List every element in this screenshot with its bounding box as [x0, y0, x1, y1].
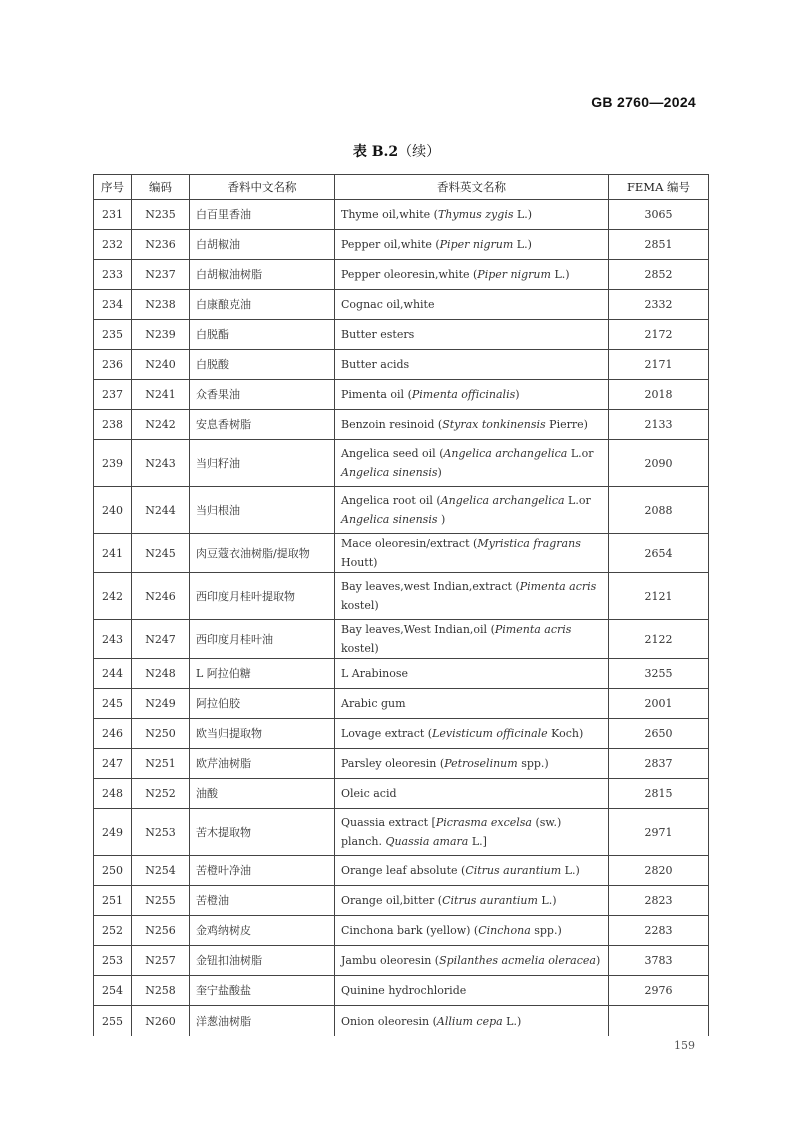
table-row	[94, 380, 709, 410]
cell-chinese-name: 安息香树脂	[190, 410, 335, 440]
cell-code: N255	[132, 886, 190, 916]
cell-fema-number: 2976	[609, 976, 709, 1006]
cell-code: N239	[132, 320, 190, 350]
english-name-text: spp.)	[517, 757, 549, 770]
english-name-text: spp.)	[530, 924, 562, 937]
english-name-text: Quassia extract [	[341, 816, 436, 829]
column-header-english-name: 香料英文名称	[335, 175, 609, 200]
scientific-name: Pimenta acris	[494, 623, 572, 636]
english-name-text: Angelica seed oil (	[341, 447, 444, 460]
scientific-name: Spilanthes acmelia oleracea	[439, 954, 596, 967]
scientific-name: Cinchona	[478, 924, 531, 937]
cell-code: N243	[132, 440, 190, 487]
english-name-text: Bay leaves,West Indian,oil (	[341, 623, 495, 636]
cell-number: 248	[94, 779, 132, 809]
scientific-name: Pimenta officinalis	[411, 388, 516, 401]
cell-number: 245	[94, 689, 132, 719]
cell-english-name	[335, 856, 609, 886]
cell-chinese-name: 西印度月桂叶提取物	[190, 573, 335, 620]
scientific-name: Angelica archangelica	[440, 494, 565, 507]
english-name-text: Pepper oleoresin,white (	[341, 268, 478, 281]
english-name-text: Cinchona bark (yellow) (	[341, 924, 479, 937]
scientific-name: Picrasma excelsa	[435, 816, 532, 829]
cell-fema-number: 2172	[609, 320, 709, 350]
cell-fema-number: 2283	[609, 916, 709, 946]
table-title-continued: （续）	[398, 144, 441, 160]
flavor-table	[93, 174, 709, 1036]
scientific-name: Piper nigrum	[439, 238, 514, 251]
cell-english-name	[335, 719, 609, 749]
scientific-name: Quassia amara	[385, 835, 469, 848]
cell-fema-number: 2088	[609, 487, 709, 534]
cell-number: 236	[94, 350, 132, 380]
table-row	[94, 809, 709, 856]
cell-english-name	[335, 200, 609, 230]
english-name-text: )	[515, 388, 520, 401]
cell-number: 242	[94, 573, 132, 620]
table-row	[94, 290, 709, 320]
cell-english-name	[335, 779, 609, 809]
cell-chinese-name: 欧当归提取物	[190, 719, 335, 749]
english-name-text: L.or	[567, 447, 594, 460]
cell-fema-number: 2851	[609, 230, 709, 260]
cell-code: N244	[132, 487, 190, 534]
cell-english-name	[335, 809, 609, 856]
cell-code: N241	[132, 380, 190, 410]
english-name-text: L.]	[468, 835, 487, 848]
english-name-text: )	[437, 513, 446, 526]
cell-english-name	[335, 410, 609, 440]
table-header-row	[94, 175, 709, 200]
cell-english-name	[335, 380, 609, 410]
table-row	[94, 976, 709, 1006]
cell-english-name	[335, 749, 609, 779]
cell-code: N260	[132, 1006, 190, 1037]
english-name-text: Pimenta oil (	[341, 388, 412, 401]
table-row	[94, 620, 709, 659]
cell-chinese-name: 众香果油	[190, 380, 335, 410]
cell-fema-number: 2171	[609, 350, 709, 380]
cell-number: 246	[94, 719, 132, 749]
cell-fema-number: 2121	[609, 573, 709, 620]
cell-chinese-name: 白百里香油	[190, 200, 335, 230]
english-name-text: Quinine hydrochloride	[341, 984, 467, 997]
cell-chinese-name: 苦橙叶净油	[190, 856, 335, 886]
english-name-text: Butter acids	[341, 358, 410, 371]
cell-fema-number: 2837	[609, 749, 709, 779]
cell-fema-number: 2823	[609, 886, 709, 916]
english-name-text: Koch)	[547, 727, 584, 740]
scientific-name: Levisticum officinale	[432, 727, 548, 740]
cell-code: N248	[132, 659, 190, 689]
cell-chinese-name: 西印度月桂叶油	[190, 620, 335, 659]
cell-code: N256	[132, 916, 190, 946]
standard-code: GB 2760—2024	[591, 94, 696, 110]
english-name-text: Mace oleoresin/extract (	[341, 537, 478, 550]
cell-fema-number: 3783	[609, 946, 709, 976]
cell-code: N238	[132, 290, 190, 320]
cell-english-name	[335, 886, 609, 916]
scientific-name: Petroselinum	[444, 757, 518, 770]
cell-chinese-name: 奎宁盐酸盐	[190, 976, 335, 1006]
table-row	[94, 573, 709, 620]
table-row	[94, 200, 709, 230]
english-name-text: L.)	[513, 208, 533, 221]
english-name-text: L.)	[550, 268, 570, 281]
cell-fema-number: 3065	[609, 200, 709, 230]
english-name-text: Angelica root oil (	[341, 494, 441, 507]
cell-chinese-name: 金鸡纳树皮	[190, 916, 335, 946]
cell-code: N253	[132, 809, 190, 856]
column-header-chinese-name: 香料中文名称	[190, 175, 335, 200]
cell-number: 232	[94, 230, 132, 260]
cell-fema-number: 2001	[609, 689, 709, 719]
cell-english-name	[335, 659, 609, 689]
cell-chinese-name: 白脱酸	[190, 350, 335, 380]
cell-english-name	[335, 320, 609, 350]
cell-chinese-name: 洋葱油树脂	[190, 1006, 335, 1037]
english-name-text: Parsley oleoresin (	[341, 757, 445, 770]
cell-english-name	[335, 487, 609, 534]
table-row	[94, 410, 709, 440]
english-name-text: Houtt)	[341, 556, 378, 569]
cell-english-name	[335, 689, 609, 719]
table-row	[94, 534, 709, 573]
cell-number: 243	[94, 620, 132, 659]
cell-chinese-name: 肉豆蔻衣油树脂/提取物	[190, 534, 335, 573]
cell-fema-number: 2122	[609, 620, 709, 659]
scientific-name: Allium cepa	[436, 1014, 503, 1028]
scientific-name: Thymus zygis	[437, 208, 514, 221]
cell-code: N242	[132, 410, 190, 440]
table-row	[94, 689, 709, 719]
table-row	[94, 916, 709, 946]
table-row	[94, 320, 709, 350]
scientific-name: Angelica sinensis	[341, 513, 438, 526]
cell-code: N246	[132, 573, 190, 620]
english-name-text: Bay leaves,west Indian,extract (	[341, 580, 520, 593]
cell-number: 254	[94, 976, 132, 1006]
cell-fema-number: 2815	[609, 779, 709, 809]
scientific-name: Citrus aurantium	[442, 894, 538, 907]
english-name-text: Benzoin resinoid (	[341, 418, 443, 431]
cell-code: N245	[132, 534, 190, 573]
cell-fema-number: 3255	[609, 659, 709, 689]
cell-chinese-name: 欧芹油树脂	[190, 749, 335, 779]
table-title	[0, 141, 793, 161]
cell-code: N251	[132, 749, 190, 779]
english-name-text: Orange leaf absolute (	[341, 864, 466, 877]
english-name-text: Pierre)	[545, 418, 588, 431]
cell-fema-number: 2332	[609, 290, 709, 320]
table-row	[94, 350, 709, 380]
english-name-text: L.)	[561, 864, 580, 877]
cell-fema-number: 2654	[609, 534, 709, 573]
cell-code: N235	[132, 200, 190, 230]
cell-chinese-name: 阿拉伯胶	[190, 689, 335, 719]
cell-fema-number	[609, 1006, 709, 1037]
cell-english-name	[335, 534, 609, 573]
cell-english-name	[335, 440, 609, 487]
cell-number: 237	[94, 380, 132, 410]
cell-code: N247	[132, 620, 190, 659]
table-row	[94, 946, 709, 976]
cell-fema-number: 2133	[609, 410, 709, 440]
cell-chinese-name: 当归籽油	[190, 440, 335, 487]
cell-english-name	[335, 260, 609, 290]
cell-chinese-name: 白康酿克油	[190, 290, 335, 320]
english-name-text: )	[595, 954, 601, 967]
cell-fema-number: 2820	[609, 856, 709, 886]
cell-code: N249	[132, 689, 190, 719]
cell-chinese-name: 当归根油	[190, 487, 335, 534]
table-row	[94, 856, 709, 886]
cell-chinese-name: 白胡椒油树脂	[190, 260, 335, 290]
table-row	[94, 779, 709, 809]
table-row	[94, 749, 709, 779]
cell-english-name	[335, 573, 609, 620]
cell-english-name	[335, 350, 609, 380]
english-name-text: L.)	[502, 1014, 522, 1028]
cell-chinese-name: 苦橙油	[190, 886, 335, 916]
english-name-text: L.)	[513, 238, 532, 251]
cell-english-name	[335, 620, 609, 659]
column-header-number: 序号	[94, 175, 132, 200]
cell-number: 240	[94, 487, 132, 534]
english-name-text: L Arabinose	[341, 667, 408, 680]
cell-number: 241	[94, 534, 132, 573]
table-title-label: 表 B.2	[352, 144, 399, 160]
cell-code: N236	[132, 230, 190, 260]
cell-code: N257	[132, 946, 190, 976]
table-row	[94, 886, 709, 916]
english-name-text: L.or	[564, 494, 591, 507]
english-name-text: Orange oil,bitter (	[341, 894, 443, 907]
cell-code: N254	[132, 856, 190, 886]
table-row	[94, 719, 709, 749]
english-name-text: L.)	[537, 894, 557, 907]
cell-code: N258	[132, 976, 190, 1006]
cell-english-name	[335, 916, 609, 946]
page-number: 159	[674, 1039, 695, 1052]
table-row	[94, 260, 709, 290]
scientific-name: Citrus aurantium	[465, 864, 562, 877]
cell-english-name	[335, 1006, 609, 1037]
english-name-text: Onion oleoresin (	[341, 1014, 437, 1028]
english-name-text: Cognac oil,white	[341, 298, 435, 311]
cell-chinese-name: 白胡椒油	[190, 230, 335, 260]
table-row	[94, 487, 709, 534]
cell-code: N250	[132, 719, 190, 749]
cell-fema-number: 2018	[609, 380, 709, 410]
scientific-name: Piper nigrum	[477, 268, 551, 281]
cell-number: 244	[94, 659, 132, 689]
cell-number: 231	[94, 200, 132, 230]
table-row	[94, 659, 709, 689]
english-name-text: )	[437, 466, 442, 479]
column-header-code: 编码	[132, 175, 190, 200]
table-body	[94, 200, 709, 1037]
cell-number: 238	[94, 410, 132, 440]
cell-code: N252	[132, 779, 190, 809]
scientific-name: Styrax tonkinensis	[442, 418, 546, 431]
scientific-name: Myristica fragrans	[477, 537, 581, 550]
cell-english-name	[335, 290, 609, 320]
cell-fema-number: 2852	[609, 260, 709, 290]
cell-english-name	[335, 976, 609, 1006]
english-name-text: kostel)	[341, 642, 379, 655]
cell-number: 233	[94, 260, 132, 290]
table-row	[94, 1006, 709, 1037]
english-name-text: Oleic acid	[341, 787, 397, 800]
cell-number: 234	[94, 290, 132, 320]
english-name-text: Arabic gum	[341, 697, 406, 710]
cell-fema-number: 2650	[609, 719, 709, 749]
scientific-name: Angelica archangelica	[443, 447, 568, 460]
english-name-text: Jambu oleoresin (	[341, 954, 440, 967]
cell-number: 251	[94, 886, 132, 916]
cell-number: 249	[94, 809, 132, 856]
cell-number: 252	[94, 916, 132, 946]
cell-number: 250	[94, 856, 132, 886]
column-header-fema-number: FEMA 编号	[609, 175, 709, 200]
cell-code: N237	[132, 260, 190, 290]
cell-number: 255	[94, 1006, 132, 1037]
english-name-text: kostel)	[341, 599, 379, 612]
cell-english-name	[335, 230, 609, 260]
scientific-name: Pimenta acris	[519, 580, 597, 593]
cell-fema-number: 2971	[609, 809, 709, 856]
cell-code: N240	[132, 350, 190, 380]
cell-english-name	[335, 946, 609, 976]
english-name-text: Lovage extract (	[341, 727, 433, 740]
scientific-name: Angelica sinensis	[341, 466, 438, 479]
cell-number: 239	[94, 440, 132, 487]
cell-chinese-name: 金钮扣油树脂	[190, 946, 335, 976]
cell-chinese-name: 苦木提取物	[190, 809, 335, 856]
cell-number: 247	[94, 749, 132, 779]
english-name-text: Pepper oil,white (	[341, 238, 440, 251]
cell-number: 253	[94, 946, 132, 976]
cell-chinese-name: 油酸	[190, 779, 335, 809]
table-row	[94, 230, 709, 260]
cell-chinese-name: L 阿拉伯糖	[190, 659, 335, 689]
cell-number: 235	[94, 320, 132, 350]
table-row	[94, 440, 709, 487]
english-name-text: Thyme oil,white (	[341, 208, 438, 221]
english-name-text: Butter esters	[341, 328, 415, 341]
cell-chinese-name: 白脱酯	[190, 320, 335, 350]
cell-fema-number: 2090	[609, 440, 709, 487]
english-name-text: (sw.) planch.	[341, 816, 562, 848]
